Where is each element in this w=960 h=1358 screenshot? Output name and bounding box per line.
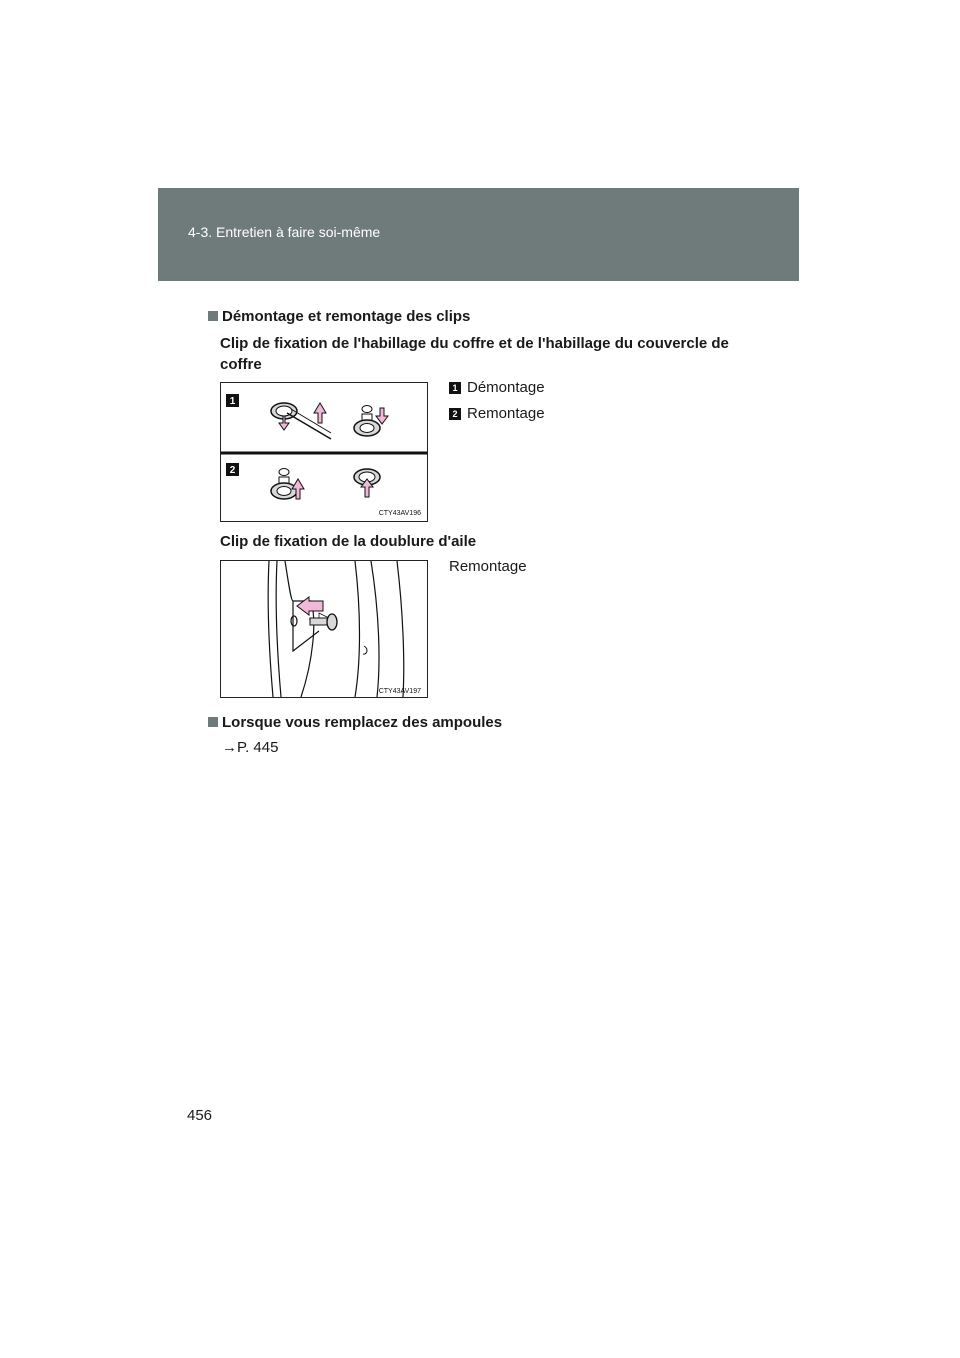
section-title-bulbs xyxy=(208,714,502,731)
figure-label-1: 1 xyxy=(229,396,236,407)
legend-item-2 xyxy=(449,405,545,422)
fender-line xyxy=(285,561,314,697)
section-title-text: Démontage et remontage des clips xyxy=(222,308,471,325)
clip-pin-icon xyxy=(362,406,372,413)
fender-detail xyxy=(363,646,367,654)
page-number: 456 xyxy=(187,1107,213,1124)
figure-code: CTY43AV197 xyxy=(378,688,421,695)
page-reference-link[interactable]: →P. 445 xyxy=(222,739,279,756)
figure-trunk-clip xyxy=(220,382,428,522)
fender-line xyxy=(276,561,281,697)
chapter-title: 4-3. Entretien à faire soi-même xyxy=(188,224,381,240)
clip-pin-icon xyxy=(279,469,289,476)
subtitle-fender-clip: Clip de fixation de la doublure d'aile xyxy=(220,533,477,550)
fender-line xyxy=(371,561,379,697)
trunk-clip-illustration xyxy=(221,383,427,521)
section-title-clips xyxy=(208,308,470,325)
subtitle-trunk-clip: Clip de fixation de l'habillage du coffre et de l'habillage du couvercle de coffre xyxy=(220,335,729,373)
section-title-text: Lorsque vous remplacez des ampoules xyxy=(222,714,503,731)
square-bullet-icon xyxy=(208,717,218,727)
up-arrow-icon xyxy=(314,403,326,423)
chapter-header xyxy=(158,188,799,281)
legend-text-2: Remontage xyxy=(467,405,545,422)
figure-code: CTY43AV196 xyxy=(378,510,421,517)
fender-clip-illustration xyxy=(221,561,427,697)
screwdriver-icon xyxy=(287,413,331,439)
figure-fender-clip xyxy=(220,560,428,698)
fender-line xyxy=(355,561,360,697)
legend-num-2: 2 xyxy=(449,408,461,420)
fender-line xyxy=(397,561,404,697)
legend-text-1: Démontage xyxy=(467,379,545,396)
figure-label-2: 2 xyxy=(229,465,236,476)
legend-num-1: 1 xyxy=(449,382,461,394)
mounting-hole-icon xyxy=(291,616,297,626)
square-bullet-icon xyxy=(208,311,218,321)
fender-line xyxy=(268,561,273,697)
down-arrow-icon xyxy=(376,408,388,424)
clip-shaft-icon xyxy=(310,618,328,625)
caption-installation: Remontage xyxy=(449,558,527,575)
legend-item-1 xyxy=(449,379,545,396)
clip-head-icon xyxy=(327,614,337,630)
clip-body-inner xyxy=(277,487,291,496)
clip-body-inner xyxy=(360,424,374,433)
left-arrow-icon xyxy=(297,597,323,615)
